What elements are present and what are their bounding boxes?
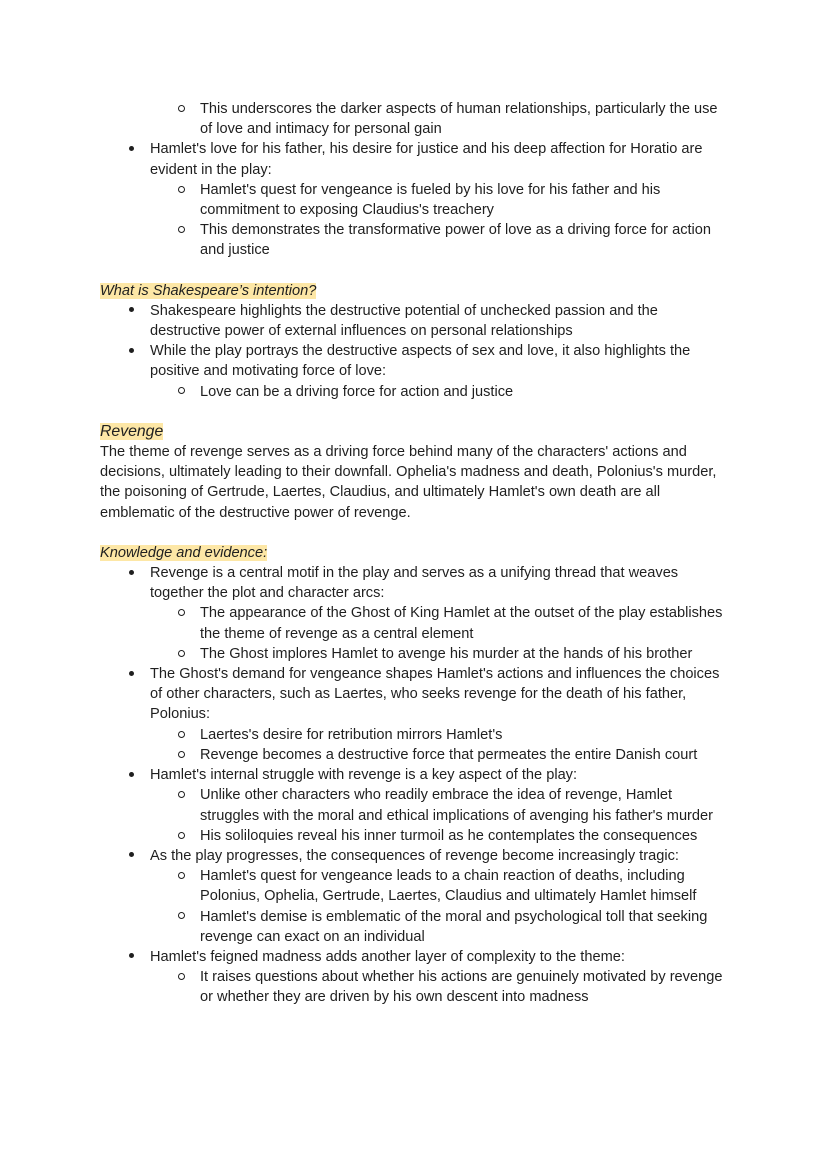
spacer — [100, 523, 732, 543]
bullet-dot-icon — [124, 947, 138, 967]
sub-list-item — [100, 220, 732, 260]
bullet-dot-icon — [124, 846, 138, 866]
sub-list-item — [100, 745, 732, 765]
list-item-text: Hamlet's demise is emblematic of the moral and psychological toll that seeking revenge can exact on an individual — [200, 908, 708, 945]
sub-list-item — [100, 907, 732, 947]
list-item-text: This demonstrates the transformative power of love as a driving force for action and justice — [200, 222, 712, 259]
list-item — [100, 846, 732, 866]
list-item — [100, 341, 732, 381]
sub-list-item — [100, 180, 732, 220]
section-heading-knowledge — [100, 543, 732, 563]
sub-list-item — [100, 785, 732, 825]
sub-list-item — [100, 644, 732, 664]
list-item-text: His soliloquies reveal his inner turmoil as he contemplates the consequences — [200, 827, 698, 844]
list-item-text: The Ghost's demand for vengeance shapes Hamlet's actions and influences the choices of other characters, such as Laertes, who seeks revenge for the death of his father, Polonius: — [150, 666, 720, 723]
bullet-circle-icon — [174, 785, 188, 805]
bullet-circle-icon — [174, 907, 188, 927]
list-item-text: Laertes's desire for retribution mirrors Hamlet's — [200, 726, 503, 743]
bullet-dot-icon — [124, 139, 138, 159]
bullet-circle-icon — [174, 603, 188, 623]
bullet-circle-icon — [174, 967, 188, 987]
revenge-paragraph: The theme of revenge serves as a driving force behind many of the characters' actions and decisions, ultimately leading to their downfall. Ophelia's madness and death, Polonius's murder, the poisoning of Gertrude, Laertes, Claudius, and ultimately Hamlet's own death are all emblematic of the destructive power of revenge. — [100, 444, 717, 521]
list-item — [100, 301, 732, 341]
bullet-circle-icon — [174, 725, 188, 745]
list-item-text: Hamlet's love for his father, his desire for justice and his deep affection for Horatio are evident in the play: — [150, 141, 703, 178]
bullet-dot-icon — [124, 664, 138, 684]
bullet-circle-icon — [174, 644, 188, 664]
list-item-text: Hamlet's quest for vengeance leads to a chain reaction of deaths, including Polonius, Ophelia, Gertrude, Laertes, Claudius and ultimately Hamlet himself — [200, 868, 697, 905]
list-item — [100, 947, 732, 967]
list-item — [100, 664, 732, 725]
list-item-text: Love can be a driving force for action and justice — [200, 383, 514, 400]
bullet-circle-icon — [174, 99, 188, 119]
sub-list-item — [100, 382, 732, 402]
bullet-circle-icon — [174, 180, 188, 200]
list-item — [100, 563, 732, 603]
sub-list-item — [100, 866, 732, 906]
list-item-text: Revenge becomes a destructive force that permeates the entire Danish court — [200, 746, 698, 763]
list-item — [100, 765, 732, 785]
list-item-text: Hamlet's quest for vengeance is fueled by his love for his father and his commitment to exposing Claudius's treachery — [200, 181, 661, 219]
sub-list-item — [100, 725, 732, 745]
spacer — [100, 261, 732, 281]
page-content — [100, 99, 732, 1008]
list-item-text: Shakespeare highlights the destructive potential of unchecked passion and the destructive power of external influences on personal relationships — [150, 302, 658, 340]
bullet-dot-icon — [124, 341, 138, 361]
bullet-circle-icon — [174, 220, 188, 240]
list-item-text: The appearance of the Ghost of King Hamlet at the outset of the play establishes the theme of revenge as a central element — [200, 605, 723, 642]
list-item-text: Unlike other characters who readily embrace the idea of revenge, Hamlet struggles with the moral and ethical implications of avenging his father's murder — [200, 787, 714, 824]
list-item-text: Hamlet's feigned madness adds another layer of complexity to the theme: — [150, 948, 625, 965]
list-item-text: As the play progresses, the consequences of revenge become increasingly tragic: — [150, 847, 679, 864]
bullet-list-intention — [100, 301, 732, 402]
list-item — [100, 139, 732, 179]
bullet-circle-icon — [174, 382, 188, 402]
sub-list-item — [100, 603, 732, 643]
list-item-text: Revenge is a central motif in the play and serves as a unifying thread that weaves together the plot and character arcs: — [150, 565, 679, 602]
bullet-dot-icon — [124, 301, 138, 321]
bullet-circle-icon — [174, 826, 188, 846]
bullet-circle-icon — [174, 866, 188, 886]
list-item-text: It raises questions about whether his actions are genuinely motivated by revenge or whether they are driven by his own descent into madness — [200, 969, 723, 1006]
section-heading-intention — [100, 281, 732, 301]
list-item-text: The Ghost implores Hamlet to avenge his murder at the hands of his brother — [200, 645, 693, 662]
list-item-text: While the play portrays the destructive aspects of sex and love, it also highlights the positive and motivating force of love: — [150, 343, 691, 380]
spacer — [100, 402, 732, 422]
sub-list-item — [100, 967, 732, 1007]
bullet-list-block1 — [100, 99, 732, 261]
section-heading-revenge — [100, 422, 732, 442]
list-item-text: Hamlet's internal struggle with revenge is a key aspect of the play: — [150, 767, 578, 784]
sub-list-item — [100, 99, 732, 139]
heading-highlight: Knowledge and evidence: — [100, 544, 268, 561]
list-item-text: This underscores the darker aspects of human relationships, particularly the use of love and intimacy for personal gain — [200, 101, 718, 138]
bullet-dot-icon — [124, 765, 138, 785]
bullet-list-knowledge — [100, 563, 732, 1007]
heading-highlight: What is Shakespeare’s intention? — [100, 282, 317, 299]
heading-highlight: Revenge — [100, 422, 164, 440]
sub-list-item — [100, 826, 732, 846]
bullet-dot-icon — [124, 563, 138, 583]
bullet-circle-icon — [174, 745, 188, 765]
